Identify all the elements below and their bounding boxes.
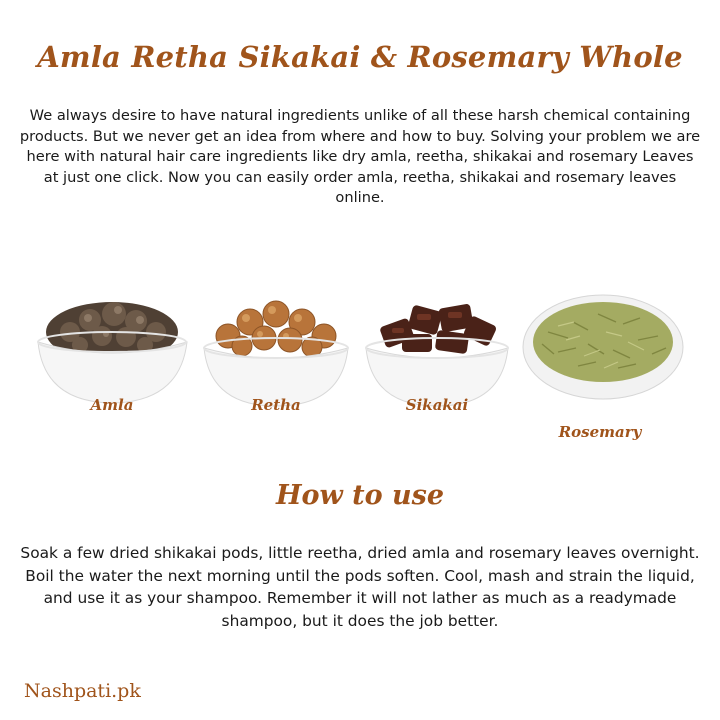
sikakai-bowl-image — [362, 292, 512, 412]
brand-name: Nashpati.pk — [24, 680, 141, 702]
amla-bowl-image — [30, 290, 195, 410]
intro-paragraph: We always desire to have natural ingredients unlike of all these harsh chemical containing products. But we never get an idea from where and how to buy. Solving your problem we are here with natural hair care ingredients like dry amla, reetha, shikakai and rosemary Leaves at just one click. Now you can easily order amla, reetha, shikakai and rosemary leaves online. — [19, 107, 701, 206]
retha-bowl-image — [198, 292, 353, 412]
rosemary-bowl-image — [518, 292, 688, 412]
rosemary-label: Rosemary — [558, 423, 642, 441]
retha-label: Retha — [251, 396, 301, 414]
how-to-use-text: Soak a few dried shikakai pods, little reetha, dried amla and rosemary leaves overnight. Boil the water the next morning until the pods soften. Cool, mash and strain the liquid, and use it as your shampoo. Remember it will not lather as much as a readymade shampoo, but it does the job better. — [20, 544, 700, 630]
amla-label: Amla — [90, 396, 134, 414]
sikakai-label: Sikakai — [405, 396, 469, 414]
how-to-use-heading: How to use — [275, 480, 445, 511]
page-title: Amla Retha Sikakai & Rosemary Whole — [37, 40, 683, 74]
